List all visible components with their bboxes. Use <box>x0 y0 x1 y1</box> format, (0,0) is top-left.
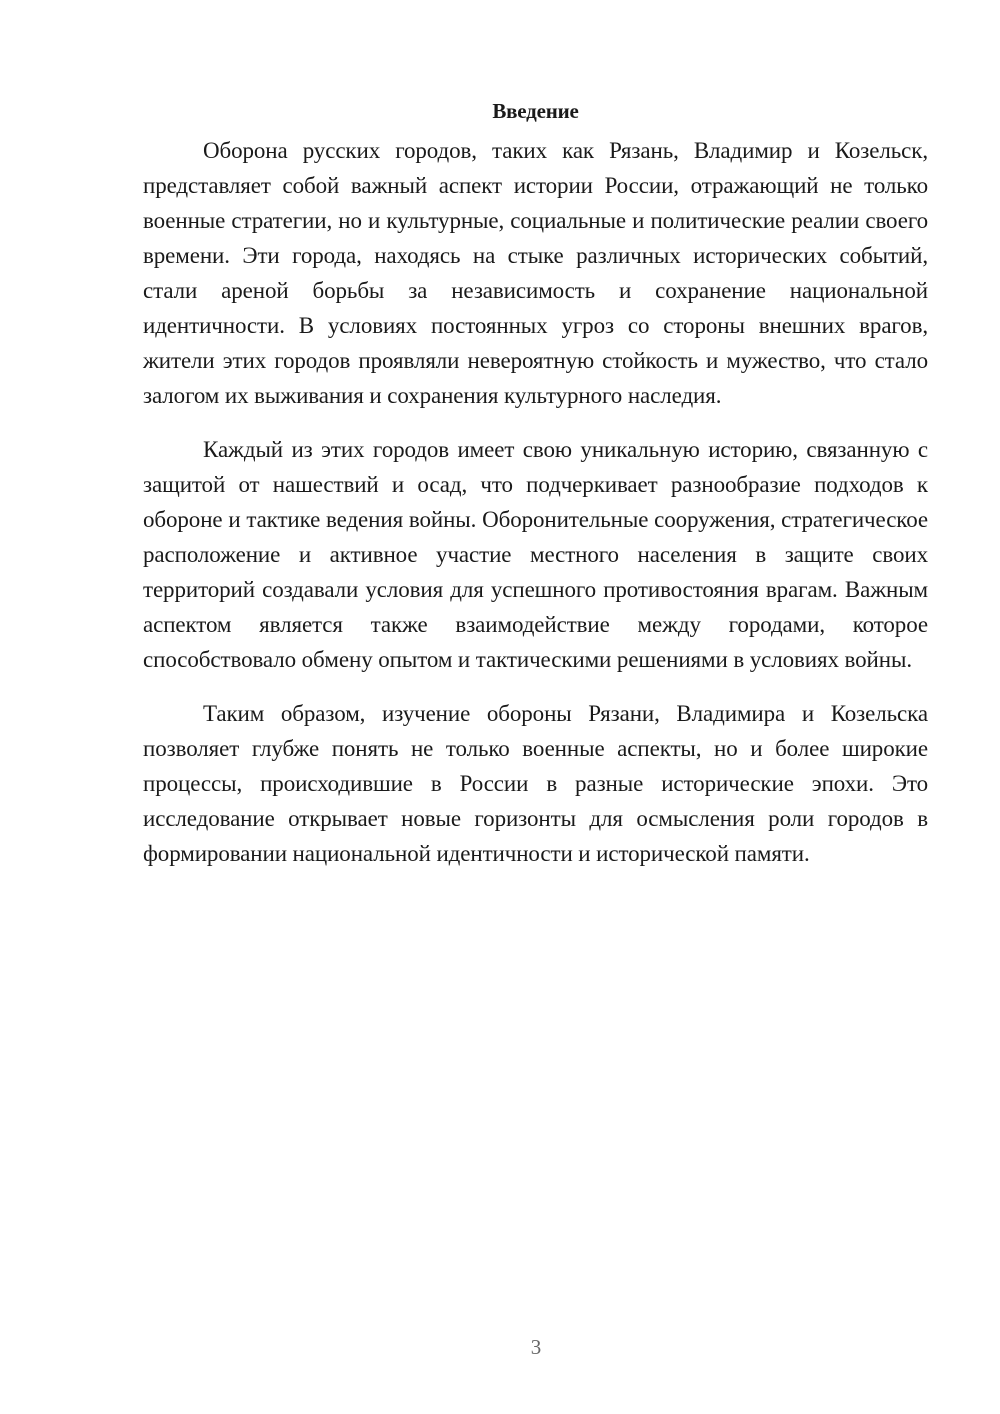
paragraph-1: Оборона русских городов, таких как Рязань, Владимир и Козельск, представляет собой важный аспект истории России, отражающий не только военные стратегии, но и культурные, социальные и политические реалии своего времени. Эти города, находясь на стыке различных исторических событий, стали ареной борьбы за независимость и сохранение национальной идентичности. В условиях постоянных угроз со стороны внешних врагов, жители этих городов проявляли невероятную стойкость и мужество, что стало залогом их выживания и сохранения культурного наследия. <box>143 138 928 408</box>
page-number: 3 <box>530 1335 542 1359</box>
paragraph-2: Каждый из этих городов имеет свою уникальную историю, связанную с защитой от нашествий и осад, что подчеркивает разнообразие подходов к обороне и тактике ведения войны. Оборонительные сооружения, стратегическое расположение и активное участие местного населения в защите своих территорий создавали условия для успешного противостояния врагам. Важным аспектом является также взаимодействие между городами, которое способствовало обмену опытом и тактическими решениями в условиях войны. <box>143 437 928 672</box>
paragraph-3: Таким образом, изучение обороны Рязани, Владимира и Козельска позволяет глубже понять не только военные аспекты, но и более широкие процессы, происходившие в России в разные исторические эпохи. Это исследование открывает новые горизонты для осмысления роли городов в формировании национальной идентичности и исторической памяти. <box>143 701 928 866</box>
page-content <box>143 96 928 890</box>
section-heading: Введение <box>492 99 579 123</box>
